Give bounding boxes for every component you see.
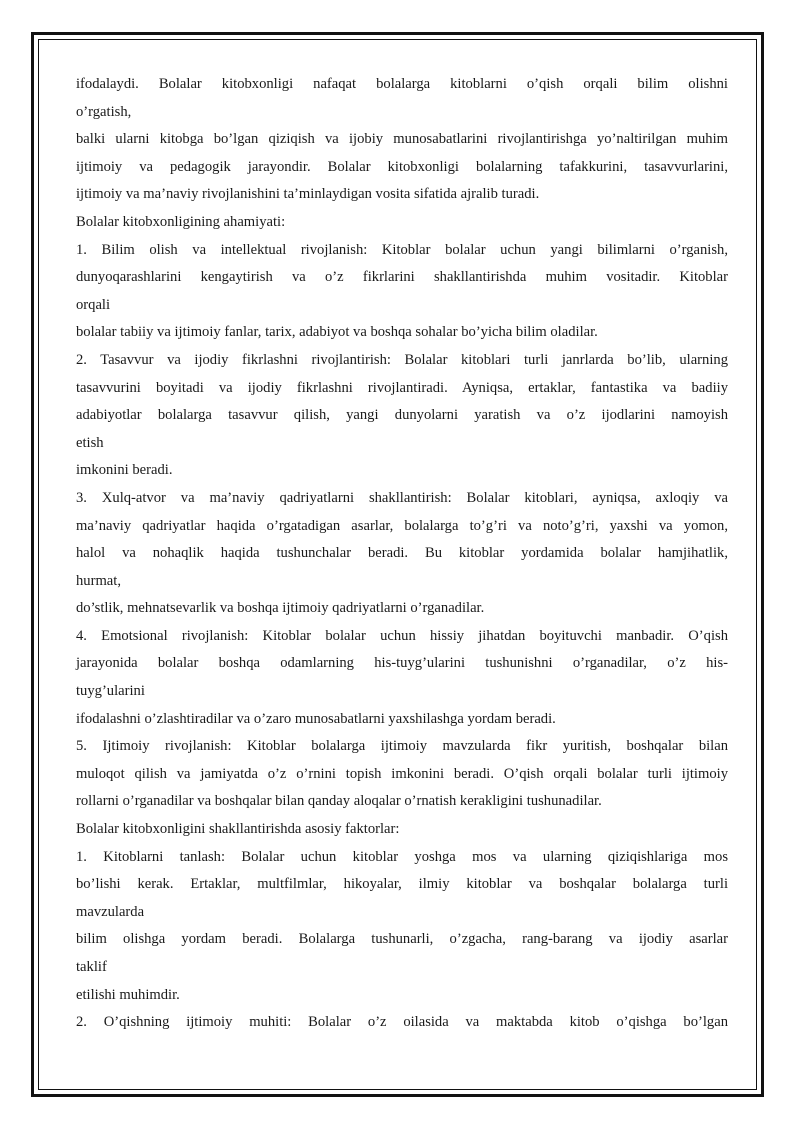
text-line: 3. Xulq-atvor va ma’naviy qadriyatlarni shakllantirish: Bolalar kitoblari, ayniqsa, axloqiy va	[76, 489, 728, 506]
text-line: 5. Ijtimoiy rivojlanish: Kitoblar bolalarga ijtimoiy mavzularda fikr yuritish, boshqalar bilan	[76, 738, 728, 755]
text-line: Bolalar kitobxonligini shakllantirishda asosiy faktorlar:	[76, 821, 400, 838]
text-line: 2. Tasavvur va ijodiy fikrlashni rivojlantirish: Bolalar kitoblari turli janrlarda bo’lib, ularning	[76, 351, 728, 368]
text-line: 1. Bilim olish va intellektual rivojlanish: Kitoblar bolalar uchun yangi bilimlarni o’rganish,	[76, 241, 728, 258]
text-line: tuyg’ularini	[76, 683, 145, 700]
document-body	[76, 71, 728, 1037]
text-line: tasavvurini boyitadi va ijodiy fikrlashni rivojlantiradi. Ayniqsa, ertaklar, fantastika va badiiy	[76, 379, 728, 396]
text-line: bo’lishi kerak. Ertaklar, multfilmlar, hikoyalar, ilmiy kitoblar va boshqalar bolalarga turli	[76, 876, 728, 893]
text-line: etish	[76, 434, 104, 451]
text-line: rollarni o’rganadilar va boshqalar bilan qanday aloqalar o’rnatish kerakligini tushunadilar.	[76, 793, 602, 810]
text-line: do’stlik, mehnatsevarlik va boshqa ijtimoiy qadriyatlarni o’rganadilar.	[76, 600, 485, 617]
text-line: muloqot qilish va jamiyatda o’z o’rnini topish imkonini beradi. O’qish orqali bolalar turli ijtimoiy	[76, 765, 728, 782]
text-line: bolalar tabiiy va ijtimoiy fanlar, tarix, adabiyot va boshqa sohalar bo’yicha bilim oladilar.	[76, 324, 598, 341]
text-line: hurmat,	[76, 572, 121, 589]
text-line: 2. O’qishning ijtimoiy muhiti: Bolalar o’z oilasida va maktabda kitob o’qishga bo’lgan	[76, 1014, 728, 1031]
text-line: balki ularni kitobga bo’lgan qiziqish va ijobiy munosabatlarini rivojlantirishga yo’naltirilgan muhim	[76, 131, 728, 148]
text-line: bilim olishga yordam beradi. Bolalarga tushunarli, o’zgacha, rang-barang va ijodiy asarlar	[76, 931, 728, 948]
text-line: ijtimoiy va ma’naviy rivojlanishini ta’minlaydigan vosita sifatida ajralib turadi.	[76, 186, 540, 203]
text-line: jarayonida bolalar boshqa odamlarning his-tuyg’ularini tushunishni o’rganadilar, o’z his-	[76, 655, 728, 672]
text-line: etilishi muhimdir.	[76, 986, 180, 1003]
text-line: dunyoqarashlarini kengaytirish va o’z fikrlarini shakllantirishda muhim vositadir. Kitoblar	[76, 269, 728, 286]
text-line: mavzularda	[76, 903, 145, 920]
text-line: adabiyotlar bolalarga tasavvur qilish, yangi dunyolarni yaratish va o’z ijodlarini namoyish	[76, 407, 728, 424]
text-line: taklif	[76, 959, 107, 975]
text-line: ifodalaydi. Bolalar kitobxonligi nafaqat bolalarga kitoblarni o’qish orqali bilim olishni	[76, 76, 728, 92]
text-line: 1. Kitoblarni tanlash: Bolalar uchun kitoblar yoshga mos va ularning qiziqishlariga mos	[76, 848, 728, 865]
text-line: Bolalar kitobxonligining ahamiyati:	[76, 213, 286, 230]
text-line: orqali	[76, 296, 111, 313]
text-line: o’rgatish,	[76, 103, 132, 120]
text-line: ifodalashni o’zlashtiradilar va o’zaro munosabatlarni yaxshilashga yordam beradi.	[76, 710, 556, 727]
text-line: ijtimoiy va pedagogik jarayondir. Bolalar kitobxonligi bolalarning tafakkurini, tasavvurlarini,	[76, 158, 728, 175]
text-line: imkonini beradi.	[76, 462, 173, 479]
text-line: ma’naviy qadriyatlar haqida o’rgatadigan asarlar, bolalarga to’g’ri va noto’g’ri, yaxshi va yomon,	[76, 517, 728, 534]
text-line: 4. Emotsional rivojlanish: Kitoblar bolalar uchun hissiy jihatdan boyituvchi manbadir. O’qish	[76, 627, 728, 644]
text-line: halol va nohaqlik haqida tushunchalar beradi. Bu kitoblar yordamida bolalar hamjihatlik,	[76, 545, 728, 562]
